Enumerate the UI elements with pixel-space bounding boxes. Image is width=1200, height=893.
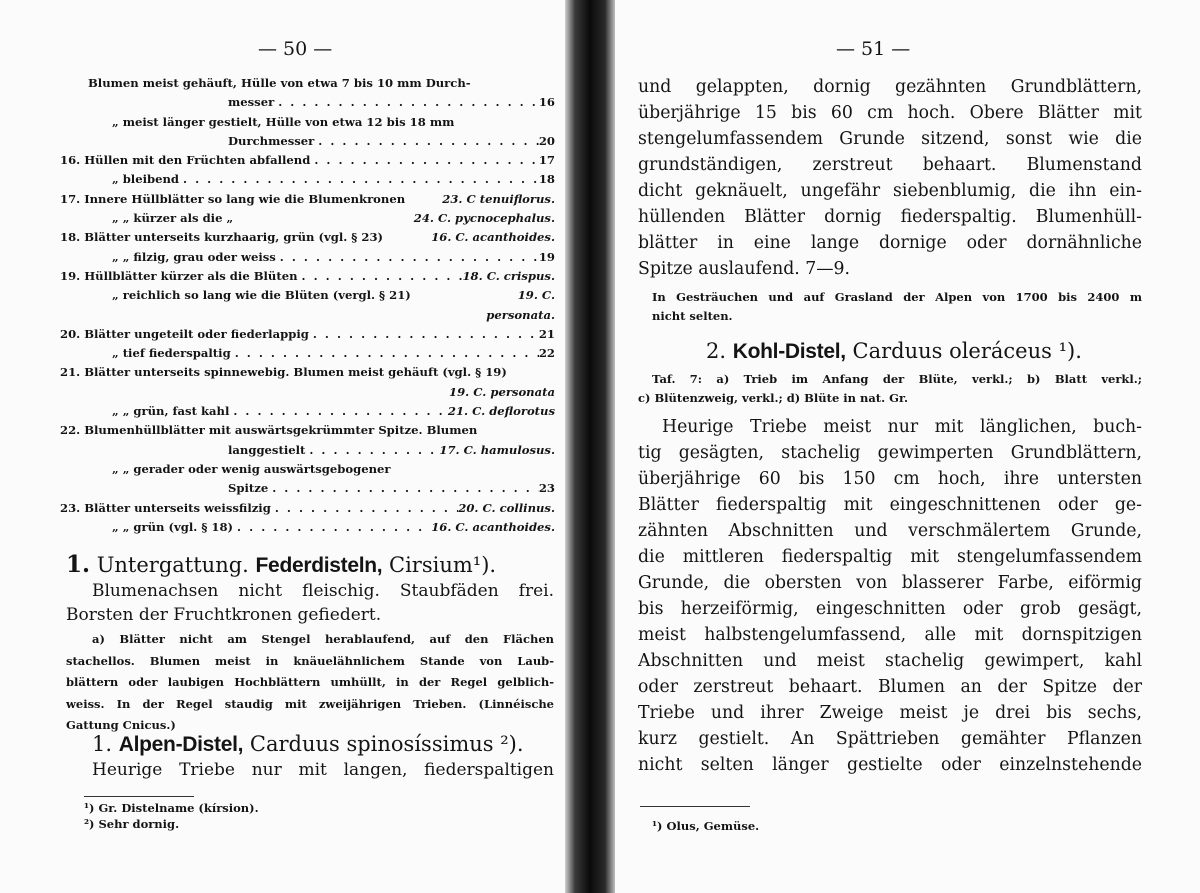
intro-line: Blumenachsen nicht fleischig. Staubfäden frei. — [92, 581, 554, 601]
key-result: 20 — [538, 133, 555, 148]
heading-number: 2. — [706, 339, 727, 363]
dot-leader — [233, 518, 431, 537]
footnote: ¹) Olus, Gemüse. — [652, 819, 760, 833]
heading-bold: Alpen-Distel, — [118, 733, 244, 756]
key-line — [60, 132, 555, 151]
key-text: 19. Hüllblätter kürzer als die Blüten — [60, 268, 298, 283]
note-line: blättern oder laubigen Hochblättern umhüllt, in der Regel gelblich- — [66, 675, 554, 689]
key-line — [60, 441, 555, 460]
spacer — [383, 228, 431, 247]
key-result: 22 — [538, 346, 555, 361]
key-result: 18 — [538, 172, 555, 187]
key-line — [60, 479, 555, 498]
key-result: 21 — [538, 326, 555, 341]
key-result: 16. C. acanthoides. — [431, 230, 555, 245]
key-line — [60, 306, 555, 325]
heading-number: 1. — [92, 732, 113, 756]
dot-leader — [229, 402, 448, 421]
key-text: Durchmesser — [228, 133, 315, 148]
page-number-left: — 50 — — [258, 38, 333, 60]
key-line — [60, 113, 555, 132]
spacer — [60, 383, 449, 402]
dot-leader — [305, 441, 439, 460]
plate-line: Taf. 7: a) Trieb im Anfang der Blüte, verkl.; b) Blatt verkl.; — [652, 372, 1142, 386]
key-result: 24. C. pycnocephalus. — [413, 211, 555, 226]
body-line: kurz gestielt. An Spättrieben gemähter Pflanzen — [638, 729, 1142, 749]
key-text: „ „ kürzer als die „ — [112, 211, 234, 226]
key-text: 21. Blätter unterseits spinnewebig. Blumen meist gehäuft (vgl. § 19) — [60, 365, 507, 380]
dot-leader — [271, 499, 458, 518]
key-text: „ bleibend — [112, 172, 180, 187]
note-line: weiss. In der Regel staudig mit zweijährigen Trieben. (Linnéische — [66, 696, 554, 711]
key-text: Blumen meist gehäuft, Hülle von etwa 7 bis 10 mm Durch- — [88, 76, 471, 90]
key-text: 22. Blumenhüllblätter mit auswärtsgekrümmter Spitze. Blumen — [60, 423, 478, 438]
dot-leader — [276, 248, 539, 267]
heading-latin: Cirsium¹). — [389, 553, 497, 577]
dot-leader — [310, 151, 539, 170]
note-line: a) Blätter nicht am Stengel herablaufend, auf den Flächen — [92, 632, 554, 646]
page-number-right: — 51 — — [836, 38, 911, 60]
key-line — [60, 74, 555, 93]
spacer — [233, 209, 414, 228]
key-result: 23. C tenuiflorus. — [442, 191, 555, 206]
subgenus-note — [66, 629, 554, 737]
key-result: 16. C. acanthoides. — [431, 519, 555, 534]
heading-bold: Federdisteln, — [255, 554, 383, 577]
body-line: oder zerstreut behaart. Blumen an der Spitze der — [638, 677, 1142, 697]
key-line — [60, 228, 555, 247]
key-result: 21. C. deflorotus — [447, 404, 555, 419]
spacer — [391, 460, 555, 479]
key-line — [60, 499, 555, 518]
key-line — [60, 421, 555, 440]
key-text: „ „ gerader oder wenig auswärtsgebogener — [112, 461, 391, 476]
note-line: Gattung Cnicus.) — [66, 718, 176, 732]
key-text: 16. Hüllen mit den Früchten abfallend — [60, 153, 311, 168]
species-heading-kohl-distel — [706, 339, 1082, 364]
heading-number: 1. — [66, 551, 91, 578]
key-result: 19. C. — [517, 288, 555, 303]
body-line: Heurige Triebe nur mit langen, fiederspaltigen — [92, 760, 554, 780]
dot-leader — [274, 93, 539, 112]
footnotes-right — [652, 818, 759, 834]
key-result: 16 — [538, 95, 555, 110]
body-line: grundständigen, zerstreut behaart. Blumenstand — [638, 155, 1142, 175]
body-line: tig gesägten, stachelig gewimperten Grundblättern, — [638, 443, 1142, 463]
key-line — [60, 248, 555, 267]
habitat-line: In Gesträuchen und auf Grasland der Alpen von 1700 bis 2400 m — [652, 290, 1142, 304]
body-line: überjährige 60 bis 150 cm hoch, ihre untersten — [638, 469, 1142, 489]
habitat-line: nicht selten. — [652, 309, 733, 323]
key-text: 23. Blätter unterseits weissfilzig — [60, 500, 271, 515]
subgenus-intro — [66, 579, 554, 627]
key-line — [60, 93, 555, 112]
dot-leader — [309, 325, 539, 344]
key-text: „ tief fiederspaltig — [112, 346, 231, 361]
identification-key — [60, 74, 555, 537]
key-line — [60, 344, 555, 363]
key-result: 18. C. crispus. — [462, 268, 555, 283]
body-line: Blätter fiederspaltig mit eingeschnittenen oder ge- — [638, 495, 1142, 515]
key-text: 18. Blätter unterseits kurzhaarig, grün (vgl. § 23) — [60, 230, 384, 245]
key-text: Spitze — [228, 481, 269, 496]
habitat-note — [652, 288, 1142, 326]
key-line — [60, 151, 555, 170]
body-line: blätter in eine lange dornige oder dornähnliche — [638, 233, 1142, 253]
heading-latin: Carduus oleráceus ¹). — [852, 339, 1082, 363]
body-line: und gelappten, dornig gezähnten Grundblättern, — [638, 77, 1142, 97]
intro-line: Borsten der Fruchtkronen gefiedert. — [66, 605, 382, 625]
key-line — [60, 190, 555, 209]
spacer — [60, 306, 486, 325]
footnote: ¹) Gr. Distelname (kírsion). — [84, 801, 259, 815]
body-line: nicht selten länger gestielte oder einzelnstehende — [638, 755, 1142, 775]
footnote: ²) Sehr dornig. — [84, 817, 180, 831]
dot-leader — [298, 267, 463, 286]
key-text: „ meist länger gestielt, Hülle von etwa 12 bis 18 mm — [112, 114, 455, 129]
heading-prefix: Untergattung. — [96, 553, 249, 577]
dot-leader — [179, 170, 539, 189]
spacer — [454, 113, 555, 132]
key-line — [60, 325, 555, 344]
species-description-continued — [638, 74, 1142, 282]
body-line: stengelumfassendem Grunde sitzend, sonst wie die — [638, 129, 1142, 149]
spacer — [507, 363, 555, 382]
spacer — [411, 286, 518, 305]
key-text: „ „ filzig, grau oder weiss — [112, 249, 276, 264]
key-line — [60, 286, 555, 305]
species-description — [92, 760, 554, 780]
dot-leader — [231, 344, 539, 363]
body-line: die mittleren fiederspaltig mit stengelumfassendem — [638, 547, 1142, 567]
body-line: Abschnitten und meist stachelig gewimpert, kahl — [638, 651, 1142, 671]
body-line: Spitze auslaufend. 7—9. — [638, 259, 851, 279]
key-text: 20. Blätter ungeteilt oder fiederlappig — [60, 326, 309, 341]
key-result: 19. C. personata — [449, 384, 555, 399]
footnotes-left — [84, 800, 259, 832]
subgenus-heading — [66, 551, 496, 578]
key-line — [60, 383, 555, 402]
key-text: „ „ grün, fast kahl — [112, 404, 230, 419]
key-result: personata. — [486, 307, 555, 322]
key-text: 17. Innere Hüllblätter so lang wie die Blumenkronen — [60, 191, 406, 206]
key-line — [60, 363, 555, 382]
key-result: 23 — [538, 481, 555, 496]
key-line — [60, 460, 555, 479]
body-line: überjährige 15 bis 60 cm hoch. Obere Blätter mit — [638, 103, 1142, 123]
key-line — [60, 402, 555, 421]
spacer — [477, 421, 555, 440]
body-line: zähnten Abschnitten und verschmälertem Grunde, — [638, 521, 1142, 541]
footnote-rule — [84, 796, 194, 797]
body-line: Grunde, die obersten von blasserer Farbe, eiförmig — [638, 573, 1142, 593]
note-line: stachellos. Blumen meist in knäuelähnlichem Stande von Laub- — [66, 653, 554, 668]
key-result: 17. C. hamulosus. — [439, 442, 555, 457]
key-line — [60, 267, 555, 286]
body-line: Triebe und ihrer Zweige meist je drei bis sechs, — [638, 703, 1142, 723]
body-line: bis herzeiförmig, eingeschnitten oder grob gesägt, — [638, 599, 1142, 619]
key-result: 19 — [538, 249, 555, 264]
body-line: dicht geknäuelt, ungefähr siebenblumig, die ihn ein- — [638, 181, 1142, 201]
key-line — [60, 209, 555, 228]
heading-latin: Carduus spinosíssimus ²). — [249, 732, 524, 756]
key-result: 17 — [538, 153, 555, 168]
key-text: langgestielt — [228, 442, 306, 457]
key-text: „ reichlich so lang wie die Blüten (vergl. § 21) — [112, 288, 411, 303]
plate-reference — [638, 370, 1142, 408]
species-heading-alpen-distel — [92, 732, 524, 757]
spacer — [471, 74, 555, 93]
body-line: hüllenden Blätter dornig fiederspaltig. Blumenhüll- — [638, 207, 1142, 227]
body-line: meist halbstengelumfassend, alle mit dornspitzigen — [638, 625, 1142, 645]
plate-line: c) Blütenzweig, verkl.; d) Blüte in nat. Gr. — [638, 391, 908, 405]
species-description-kohl-distel — [638, 414, 1142, 778]
book-gutter — [565, 0, 615, 893]
key-line — [60, 170, 555, 189]
key-text: „ „ grün (vgl. § 18) — [112, 519, 234, 534]
footnote-rule — [640, 806, 750, 807]
key-text: messer — [228, 95, 275, 110]
heading-bold: Kohl-Distel, — [732, 340, 846, 363]
spacer — [405, 190, 442, 209]
body-line: Heurige Triebe meist nur mit länglichen, buch- — [662, 417, 1142, 437]
key-result: 20. C. collinus. — [458, 500, 555, 515]
key-line — [60, 518, 555, 537]
dot-leader — [268, 479, 539, 498]
dot-leader — [314, 132, 539, 151]
